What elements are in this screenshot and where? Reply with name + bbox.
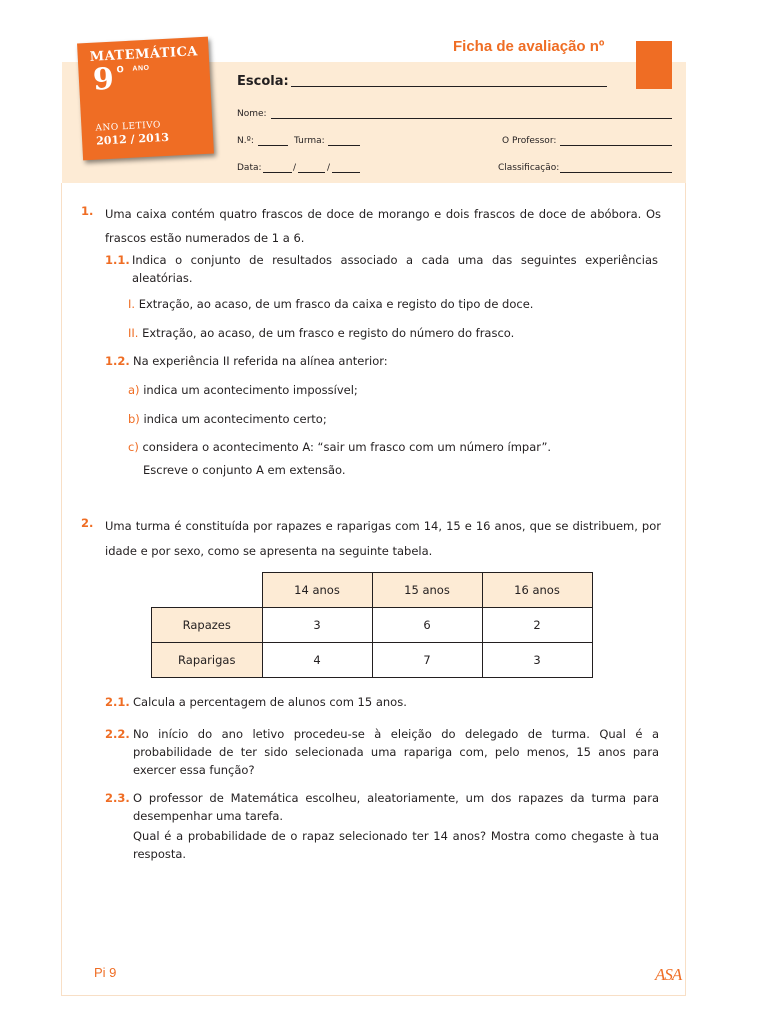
question-1-2-number: 1.2. [105,354,130,368]
worksheet-number-box [636,41,672,89]
question-1-1-item-i [128,295,533,313]
question-2-3-number: 2.3. [105,791,130,805]
question-1-2-item-b [128,410,327,428]
item-ii-text: Extração, ao acaso, de um frasco e registo do número do frasco. [142,326,515,340]
subject-badge [77,37,214,161]
worksheet-title: Ficha de avaliação nº [453,38,605,55]
table-cell: 3 [482,643,592,678]
table-cell: 3 [262,608,372,643]
item-b-label: b) [128,412,140,426]
date-month-field[interactable] [298,172,325,173]
school-field[interactable] [291,86,607,87]
item-i-text: Extração, ao acaso, de um frasco da caixa e registo do tipo de doce. [138,297,534,311]
question-2-3-instruction: Qual é a probabilidade de o rapaz selecionado ter 14 anos? Mostra como chegaste à tua resposta. [133,829,659,861]
subject-label: MATEMÁTICA [89,44,199,65]
item-ii-label: II. [128,326,139,340]
teacher-label: O Professor: [502,136,557,146]
publisher-logo: ASA [655,965,682,984]
page-number: Pi 9 [94,965,117,980]
question-1-text: Uma caixa contém quatro frascos de doce de morango e dois frascos de doce de abóbora. Os frascos estão numerados de 1 a 6. [105,207,661,245]
table-corner [152,573,263,608]
date-year-field[interactable] [332,172,360,173]
name-field[interactable] [271,118,672,119]
question-2-1-number: 2.1. [105,695,130,709]
table-row-label: Raparigas [152,643,263,678]
question-2-3-text: O professor de Matemática escolheu, aleatoriamente, um dos rapazes da turma para desempenhar uma tarefa. [133,791,659,823]
date-day-field[interactable] [263,172,292,173]
number-field[interactable] [258,145,288,146]
table-cell: 7 [372,643,482,678]
table-row [152,643,593,678]
table-row [152,608,593,643]
table-cell: 4 [262,643,372,678]
table-header-cell: 15 anos [372,573,482,608]
question-1-1-text: Indica o conjunto de resultados associado a cada uma das seguintes experiências aleatórias. [132,253,658,285]
item-i-label: I. [128,297,136,311]
distribution-table [151,572,593,678]
question-1-2-item-c [128,438,551,456]
grade-label: Classificação: [498,163,560,173]
date-label: Data: [237,163,262,173]
grade-field[interactable] [560,172,672,173]
question-1-1-item-ii [128,324,514,342]
question-1-2-item-a [128,381,358,399]
item-c-label: c) [128,440,139,454]
question-2-text: Uma turma é constituída por rapazes e raparigas com 14, 15 e 16 anos, que se distribuem, por idade e por sexo, como se apresenta na seguinte tabela. [105,519,661,558]
school-year-label: ANO LETIVO [95,120,162,134]
table-cell: 6 [372,608,482,643]
table-header-cell: 16 anos [482,573,592,608]
table-header-row [152,573,593,608]
question-2-2-number: 2.2. [105,727,130,741]
grade-suffix: o [116,61,125,76]
table-header-cell: 14 anos [262,573,372,608]
question-1-2-item-c-instruction: Escreve o conjunto A em extensão. [143,463,346,477]
table-row-label: Rapazes [152,608,263,643]
question-1-number: 1. [81,204,94,218]
question-2-2-text: No início do ano letivo procedeu-se à eleição do delegado de turma. Qual é a probabilidade de ter sido selecionada uma rapariga com, pelo menos, 15 anos para exercer essa função? [133,727,659,777]
name-label: Nome: [237,109,267,119]
question-1-1-number: 1.1. [105,253,130,267]
date-separator: / [293,163,297,173]
date-separator: / [327,163,331,173]
class-field[interactable] [328,145,360,146]
grade-number: 9 [92,61,115,98]
question-2-number: 2. [81,516,94,530]
school-year-value: 2012 / 2013 [95,130,170,148]
teacher-field[interactable] [560,145,672,146]
class-label: Turma: [294,136,325,146]
question-2-1-text: Calcula a percentagem de alunos com 15 anos. [133,695,407,709]
grade-unit: ANO [132,64,150,73]
school-label: Escola: [237,74,289,89]
item-a-text: indica um acontecimento impossível; [143,383,358,397]
item-c-text: considera o acontecimento A: “sair um frasco com um número ímpar”. [142,440,552,454]
table-cell: 2 [482,608,592,643]
item-b-text: indica um acontecimento certo; [143,412,327,426]
question-1-2-text: Na experiência II referida na alínea anterior: [133,354,388,368]
item-a-label: a) [128,383,140,397]
number-label: N.º: [237,136,254,146]
